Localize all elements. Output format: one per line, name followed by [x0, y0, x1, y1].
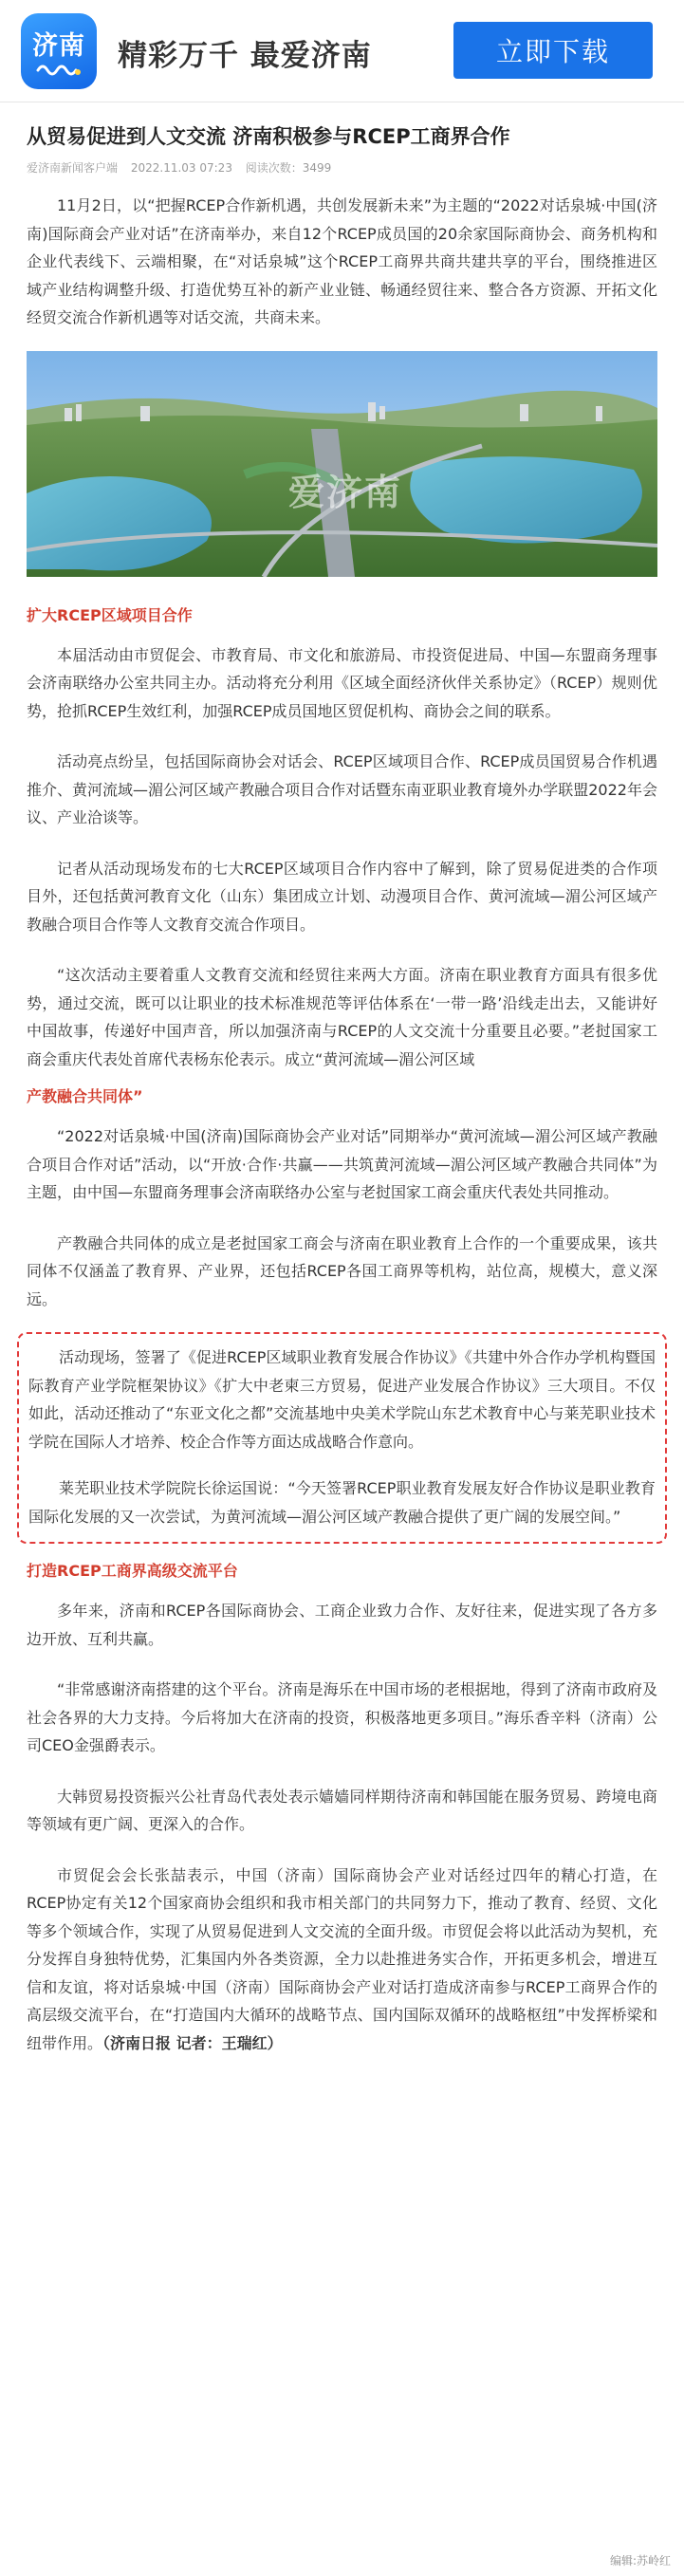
paragraph: “非常感谢济南搭建的这个平台。济南是海乐在中国市场的老根据地，得到了济南市政府及社会各界的大力支持。今后将加大在济南的投资，积极落地更多项目。”海乐香辛料（济南）公司CEO金强爵表示。 — [27, 1680, 657, 1754]
app-download-banner — [0, 0, 684, 102]
highlighted-section — [17, 1332, 667, 1544]
paragraph: 记者从活动现场发布的七大RCEP区域项目合作内容中了解到，除了贸易促进类的合作项目外，还包括黄河教育文化（山东）集团成立计划、动漫项目合作、黄河流域—湄公河区域产教融合项目合作等人文教育交流合作项目。 — [27, 859, 657, 934]
paragraph: “2022对话泉城·中国(济南)国际商协会产业对话”同期举办“黄河流域—湄公河区域产教融合项目合作对话”活动，以“开放·合作·共赢——共筑黄河流域—湄公河区域产教融合共同体”为主题，由中国—东盟商务理事会济南联络办公室与老挝国家工商会重庆代表处共同推动。 — [27, 1127, 657, 1201]
image-watermark: 爱济南 — [288, 471, 403, 513]
paragraph: 莱芜职业技术学院院长徐运国说：“今天签署RCEP职业教育发展友好合作协议是职业教育国际化发展的又一次尝试，为黄河流域—湄公河区域产教融合提供了更广阔的发展空间。” — [28, 1479, 656, 1526]
paragraph: 产教融合共同体的成立是老挝国家工商会与济南在职业教育上合作的一个重要成果，该共同体不仅涵盖了教育界、产业界，还包括RCEP各国工商界等机构，站位高，规模大，意义深远。 — [27, 1233, 657, 1308]
paragraph: 大韩贸易投资振兴公社青岛代表处表示嫱嫱同样期待济南和韩国能在服务贸易、跨境电商等领域有更广阔、更深入的合作。 — [27, 1787, 657, 1833]
section-heading: 扩大RCEP区域项目合作 — [27, 605, 193, 624]
article-read-count: 阅读次数：3499 — [245, 161, 332, 175]
section-heading: 产教融合共同体” — [27, 1087, 143, 1105]
logo-text: 济南 — [32, 31, 85, 61]
paragraph: 11月2日，以“把握RCEP合作新机遇，共创发展新未来”为主题的“2022对话泉城·中国(济南)国际商会产业对话”在济南举办，来自12个RCEP成员国的20余家国际商协会、商务机构和企业代表线下、云端相聚，在“对话泉城”这个RCEP工商界共商共建共享的平台，围绕推进区域产业结构调整升级、打造优势互补的新产业业链、畅通经贸往来、整合各方资源、开拓文化经贸交流合作新机遇等对话交流，共商未来。 — [27, 196, 657, 326]
paragraph: 活动现场，签署了《促进RCEP区域职业教育发展合作协议》《共建中外合作办学机构暨国际教育产业学院框架协议》《扩大中老柬三方贸易，促进产业发展合作协议》三大项目。不仅如此，活动还推动了“东亚文化之都”交流基地中央美术学院山东艺术教育中心与莱芜职业技术学院在国际人才培养、校企合作等方面达成战略合作意向。 — [28, 1348, 656, 1451]
download-app-button[interactable]: 立即下载 — [453, 22, 653, 79]
section-heading: 打造RCEP工商界高级交流平台 — [27, 1562, 238, 1580]
paragraph — [27, 1862, 657, 2058]
article-title: 从贸易促进到人文交流 济南积极参与RCEP工商界合作 — [27, 125, 510, 148]
jinan-app-logo-icon — [21, 13, 97, 89]
article-source: 爱济南新闻客户端 — [27, 161, 119, 175]
logo-waves-icon — [36, 61, 82, 78]
article-meta — [27, 159, 657, 176]
reporter-byline: （济南日报 记者：王瑞红） — [102, 2033, 283, 2052]
banner-slogan: 精彩万千 最爱济南 — [118, 39, 372, 73]
aerial-city-lake-photo — [27, 351, 657, 577]
paragraph: 本届活动由市贸促会、市教育局、市文化和旅游局、市投资促进局、中国—东盟商务理事会济南联络办公室共同主办。活动将充分利用《区域全面经济伙伴关系协定》（RCEP）规则优势，抢抓RCEP生效红利，加强RCEP成员国地区贸促机构、商协会之间的联系。 — [27, 645, 657, 720]
paragraph: “这次活动主要着重人文教育交流和经贸往来两大方面。济南在职业教育方面具有很多优势，通过交流，既可以让职业的技术标准规范等评估体系在‘一带一路’沿线走出去，又能讲好中国故事，传递好中国声音，所以加强济南与RCEP的人文交流十分重要且必要。”老挝国家工商会重庆代表处首席代表杨东伦表示。成立“黄河流域—湄公河区域 — [27, 966, 657, 1068]
paragraph: 活动亮点纷呈，包括国际商协会对话会、RCEP区域项目合作、RCEP成员国贸易合作机遇推介、黄河流域—湄公河区域产教融合项目合作对话暨东南亚职业教育境外办学联盟2022年会议、产业洽谈等。 — [27, 752, 657, 826]
paragraph: 多年来，济南和RCEP各国际商协会、工商企业致力合作、友好往来，促进实现了各方多边开放、互利共赢。 — [27, 1602, 657, 1648]
paragraph-text: 市贸促会会长张喆表示，中国（济南）国际商协会产业对话经过四年的精心打造，在RCEP协定有关12个国家商协会组织和我市相关部门的共同努力下，推动了教育、经贸、文化等多个领域合作，实现了从贸易促进到人文交流的全面升级。市贸促会将以此活动为契机，充分发挥自身独特优势，汇集国内外各类资源，全力以赴推进务实合作，开拓更多机会，增进互信和友谊，将对话泉城·中国（济南）国际商协会产业对话打造成济南参与RCEP工商界合作的高层级交流平台，在“打造国内大循环的战略节点、国内国际双循环的战略枢纽”中发挥桥梁和纽带作用。 — [27, 1865, 657, 2052]
article-date: 2022.11.03 07:23 — [130, 161, 232, 175]
editor-credit: 编辑:苏岭红 — [609, 2554, 671, 2567]
article — [27, 121, 657, 2057]
